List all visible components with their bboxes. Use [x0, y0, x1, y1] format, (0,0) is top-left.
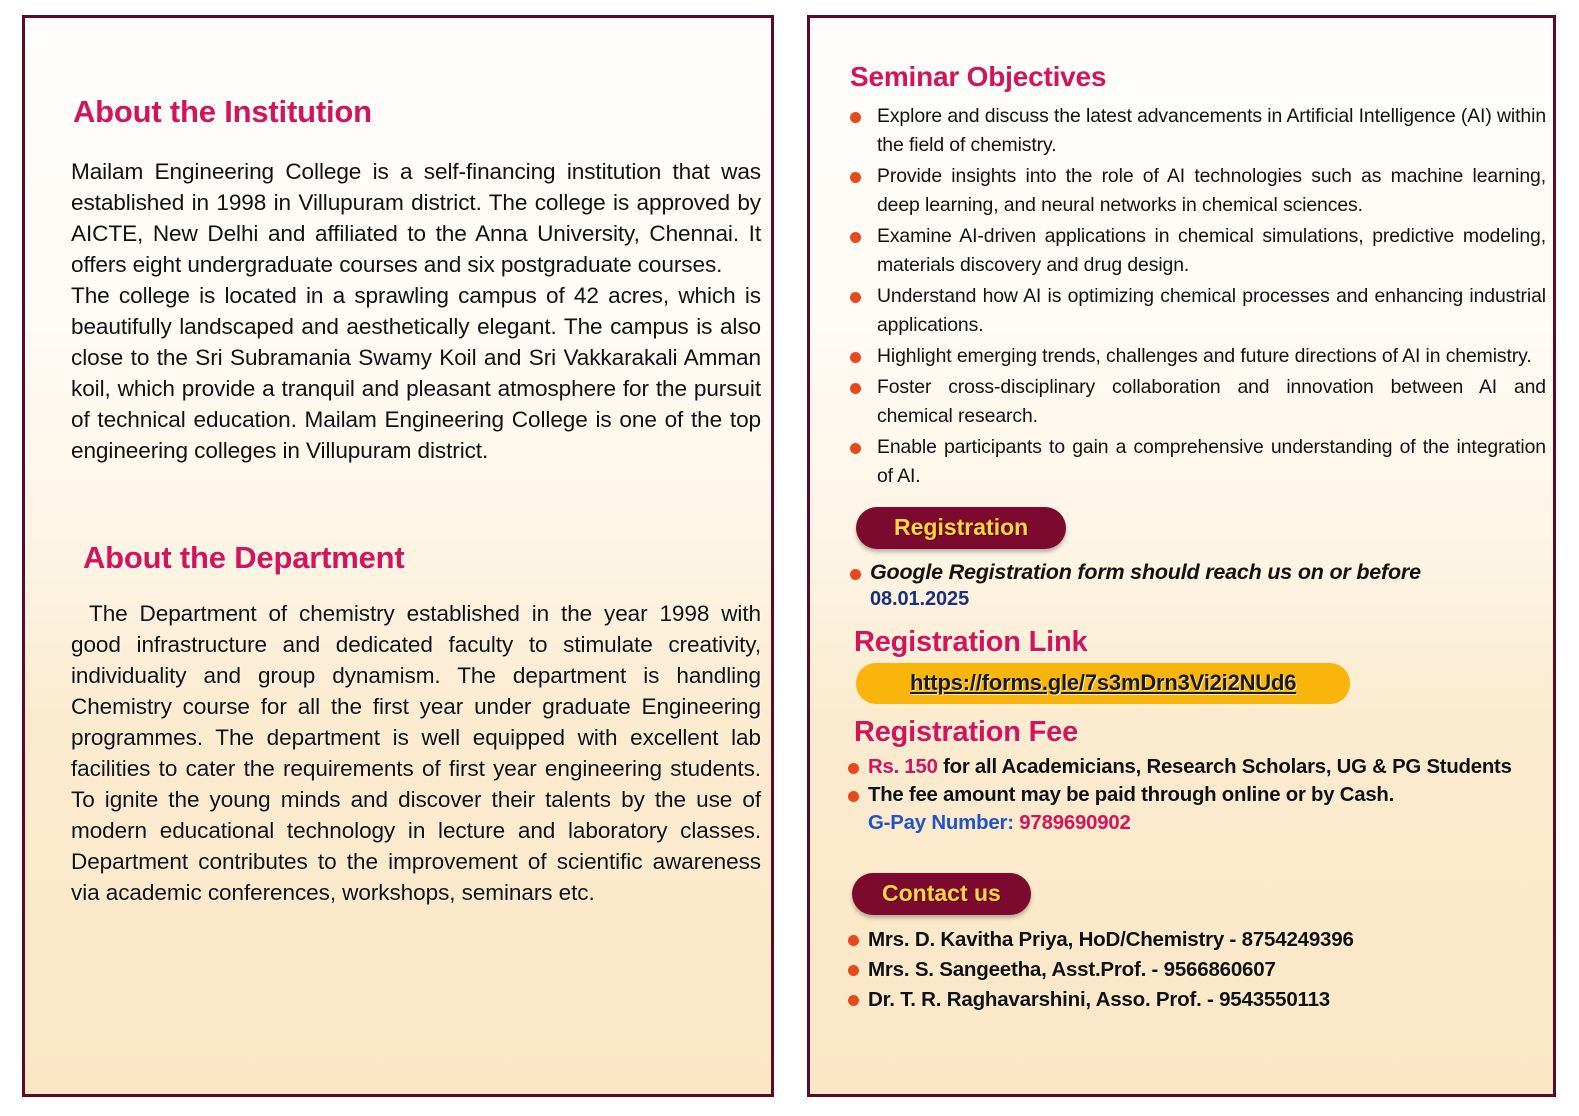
objective-item [846, 162, 1546, 220]
bullet-icon [850, 352, 861, 363]
bullet-icon [848, 763, 859, 774]
contact-item-label: Dr. T. R. Raghavarshini, Asso. Prof. - 9543550113 [868, 988, 1330, 1011]
objective-item [846, 373, 1546, 431]
objective-item-label: Highlight emerging trends, challenges and future directions of AI in chemistry. [877, 345, 1532, 367]
fee-payment-note: The fee amount may be paid through online or by Cash. [868, 784, 1395, 806]
registration-fee-list [846, 753, 1556, 809]
bullet-icon [850, 112, 861, 123]
objective-item [846, 433, 1546, 491]
bullet-icon [848, 995, 859, 1006]
objective-item [846, 342, 1546, 371]
about-department-heading: About the Department [83, 540, 405, 575]
contact-item-label: Mrs. D. Kavitha Priya, HoD/Chemistry - 8754249396 [868, 928, 1354, 951]
bullet-icon [848, 791, 859, 802]
contact-us-badge: Contact us [852, 873, 1031, 915]
objective-item-label: Provide insights into the role of AI technologies such as machine learning, deep learning, and neural networks in chemical sciences. [877, 165, 1546, 216]
bullet-icon [848, 935, 859, 946]
section-spacer [47, 466, 749, 540]
about-institution-paragraph-1: Mailam Engineering College is a self-financing institution that was established in 1998 in Villupuram district. The college is approved by AICTE, New Delhi and affiliated to the Anna University, Chennai. It offers eight undergraduate courses and six postgraduate courses. [71, 159, 761, 277]
objective-item [846, 222, 1546, 280]
gpay-label: G-Pay Number: [868, 812, 1020, 834]
right-panel [807, 15, 1556, 1097]
registration-fee-heading: Registration Fee [854, 716, 1079, 748]
fee-amount-value: Rs. 150 [868, 756, 938, 778]
objective-item [846, 282, 1546, 340]
bullet-icon [848, 965, 859, 976]
left-panel [22, 15, 774, 1097]
bullet-icon [850, 292, 861, 303]
fee-amount-item [846, 753, 1556, 781]
objective-item-label: Foster cross-disciplinary collaboration and innovation between AI and chemical research. [877, 376, 1546, 427]
bullet-icon [850, 383, 861, 394]
fee-amount-description: for all Academicians, Research Scholars, UG & PG Students [937, 756, 1512, 778]
contact-item [846, 985, 1556, 1015]
bullet-icon [850, 569, 861, 580]
registration-form-link[interactable]: https://forms.gle/7s3mDrn3Vi2i2NUd6 [856, 663, 1350, 704]
right-panel-content [810, 61, 1553, 1097]
contact-list [846, 925, 1556, 1015]
objective-item-label: Examine AI-driven applications in chemical simulations, predictive modeling, materials discovery and drug design. [877, 225, 1546, 276]
contact-item [846, 955, 1556, 985]
bullet-icon [850, 172, 861, 183]
objective-item-label: Enable participants to gain a comprehensive understanding of the integration of AI. [877, 436, 1546, 487]
seminar-objectives-list [846, 102, 1546, 491]
bullet-icon [850, 443, 861, 454]
about-department-paragraph: The Department of chemistry established in the year 1998 with good infrastructure and dedicated faculty to stimulate creativity, individuality and group dynamism. The department is handling Chemistry course for all the first year under graduate Engineering programmes. The department is well equipped with excellent lab facilities to cater the requirements of first year engineering students. To ignite the young minds and discover their talents by the use of modern educational technology in lecture and laboratory classes. Department contributes to the improvement of scientific awareness via academic conferences, workshops, seminars etc. [71, 601, 761, 905]
contact-item-label: Mrs. S. Sangeetha, Asst.Prof. - 9566860607 [868, 958, 1276, 981]
objective-item-label: Explore and discuss the latest advancements in Artificial Intelligence (AI) within the field of chemistry. [877, 105, 1546, 156]
registration-badge: Registration [856, 507, 1066, 549]
gpay-line [846, 809, 1531, 837]
objective-item-label: Understand how AI is optimizing chemical processes and enhancing industrial applications. [877, 285, 1546, 336]
registration-link-heading: Registration Link [854, 626, 1088, 658]
fee-payment-item [846, 781, 1556, 809]
left-panel-content [25, 94, 771, 1097]
gpay-number: 9789690902 [1019, 812, 1131, 834]
registration-deadline-text: Google Registration form should reach us on or before [870, 560, 1421, 584]
about-institution-heading: About the Institution [73, 94, 372, 129]
objective-item [846, 102, 1546, 160]
registration-note [846, 559, 1546, 612]
about-institution-paragraph-2: The college is located in a sprawling campus of 42 acres, which is beautifully landscaped and aesthetically elegant. The campus is also close to the Sri Subramania Swamy Koil and Sri Vakkarakali Amman koil, which provide a tranquil and pleasant atmosphere for the pursuit of technical education. Mailam Engineering College is one of the top engineering colleges in Villupuram district. [71, 283, 761, 463]
registration-deadline-date: 08.01.2025 [870, 588, 970, 610]
bullet-icon [850, 232, 861, 243]
contact-item [846, 925, 1556, 955]
seminar-objectives-heading: Seminar Objectives [850, 61, 1107, 92]
